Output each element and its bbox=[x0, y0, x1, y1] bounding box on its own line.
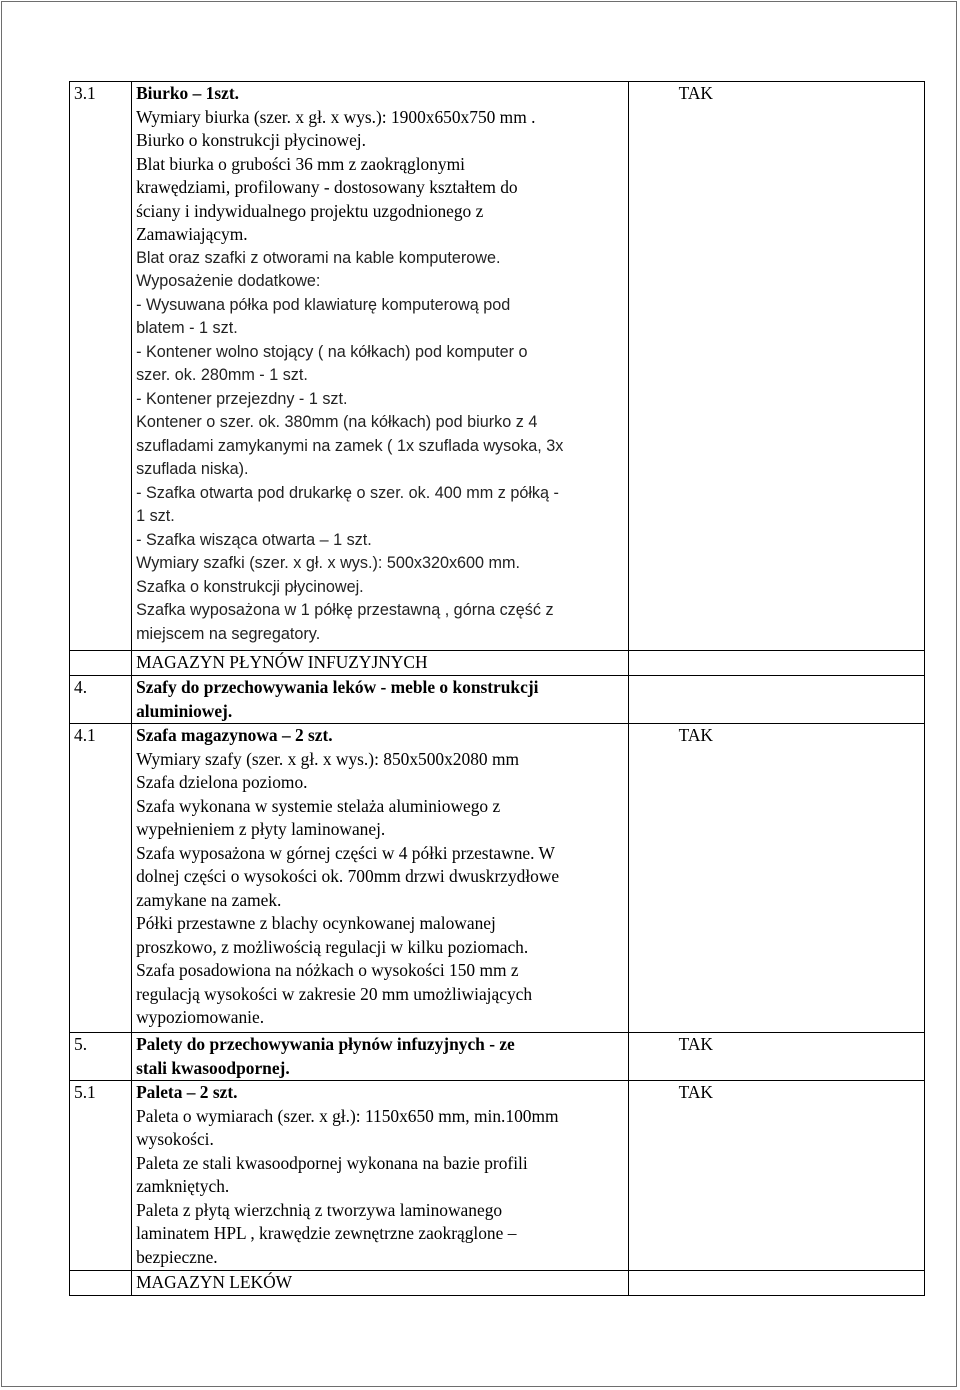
section-value-cell bbox=[628, 651, 924, 676]
section-heading: MAGAZYN PŁYNÓW INFUZYJNYCH bbox=[132, 651, 629, 676]
item-number: 4. bbox=[70, 676, 132, 724]
item-value bbox=[628, 676, 924, 724]
item-title: Paleta – 2 szt. bbox=[136, 1082, 238, 1102]
item-description bbox=[132, 82, 629, 651]
section-number-cell bbox=[70, 651, 132, 676]
item-value: TAK bbox=[628, 1033, 924, 1081]
item-details: Paleta o wymiarach (szer. x gł.): 1150x650 mm, min.100mm wysokości. Paleta ze stali kwasoodpornej wykonana na bazie profili zamkniętych. Paleta z płytą wierzchnią z tworzywa laminowanego laminatem HPL , krawędzie zewnętrzne zaokrąglone – bezpieczne. bbox=[136, 1105, 559, 1267]
section-number-cell bbox=[70, 1271, 132, 1296]
item-value: TAK bbox=[628, 724, 924, 1033]
item-number: 4.1 bbox=[70, 724, 132, 1033]
section-row bbox=[70, 651, 925, 676]
item-value: TAK bbox=[628, 82, 924, 651]
section-heading: MAGAZYN LEKÓW bbox=[132, 1271, 629, 1296]
item-title: Palety do przechowywania płynów infuzyjnych - ze stali kwasoodpornej. bbox=[132, 1033, 629, 1081]
item-number: 5.1 bbox=[70, 1081, 132, 1271]
item-number: 5. bbox=[70, 1033, 132, 1081]
item-description bbox=[132, 1081, 629, 1271]
table-row bbox=[70, 1081, 925, 1271]
table-row bbox=[70, 82, 925, 651]
item-equipment-details: Blat oraz szafki z otworami na kable komputerowe. Wyposażenie dodatkowe: - Wysuwana półka pod klawiaturę komputerową pod blatem - 1 szt. - Kontener wolno stojący ( na kółkach) pod komputer o szer. ok. 280mm - 1 szt. - Kontener przejezdny - 1 szt. Kontener o szer. ok. 380mm (na kółkach) pod biurko z 4 szufladami zamykanymi na zamek ( 1x szuflada wysoka, 3x szuflada niska). - Szafka otwarta pod drukarkę o szer. ok. 400 mm z półką - 1 szt. - Szafka wisząca otwarta – 1 szt. Wymiary szafki (szer. x gł. x wys.): 500x320x600 mm. Szafka o konstrukcji płycinowej. Szafka wyposażona w 1 półkę przestawną , górna część z miejscem na segregatory. bbox=[136, 248, 564, 643]
section-row bbox=[70, 1271, 925, 1296]
item-title: Szafa magazynowa – 2 szt. bbox=[136, 725, 333, 745]
item-details: Wymiary biurka (szer. x gł. x wys.): 1900x650x750 mm . Biurko o konstrukcji płycinowej. Blat biurka o grubości 36 mm z zaokrąglonymi krawędziami, profilowany - dostosowany kształtem do ściany i indywidualnego projektu uzgodnionego z Zamawiającym. bbox=[136, 106, 536, 244]
item-title: Szafy do przechowywania leków - meble o konstrukcji aluminiowej. bbox=[132, 676, 629, 724]
item-title: Biurko – 1szt. bbox=[136, 83, 239, 103]
table-row bbox=[70, 724, 925, 1033]
specification-table bbox=[69, 81, 925, 1296]
table-row bbox=[70, 1033, 925, 1081]
table-row bbox=[70, 676, 925, 724]
section-value-cell bbox=[628, 1271, 924, 1296]
item-details: Wymiary szafy (szer. x gł. x wys.): 850x500x2080 mm Szafa dzielona poziomo. Szafa wykonana w systemie stelaża aluminiowego z wypełnieniem z płyty laminowanej. Szafa wyposażona w górnej części w 4 półki przestawne. W dolnej części o wysokości ok. 700mm drzwi dwuskrzydłowe zamykane na zamek. Półki przestawne z blachy ocynkowanej malowanej proszkowo, z możliwością regulacji w kilku poziomach. Szafa posadowiona na nóżkach o wysokości 150 mm z regulacją wysokości w zakresie 20 mm umożliwiających wypoziomowanie. bbox=[136, 748, 560, 1027]
item-description bbox=[132, 724, 629, 1033]
item-number: 3.1 bbox=[70, 82, 132, 651]
item-value: TAK bbox=[628, 1081, 924, 1271]
